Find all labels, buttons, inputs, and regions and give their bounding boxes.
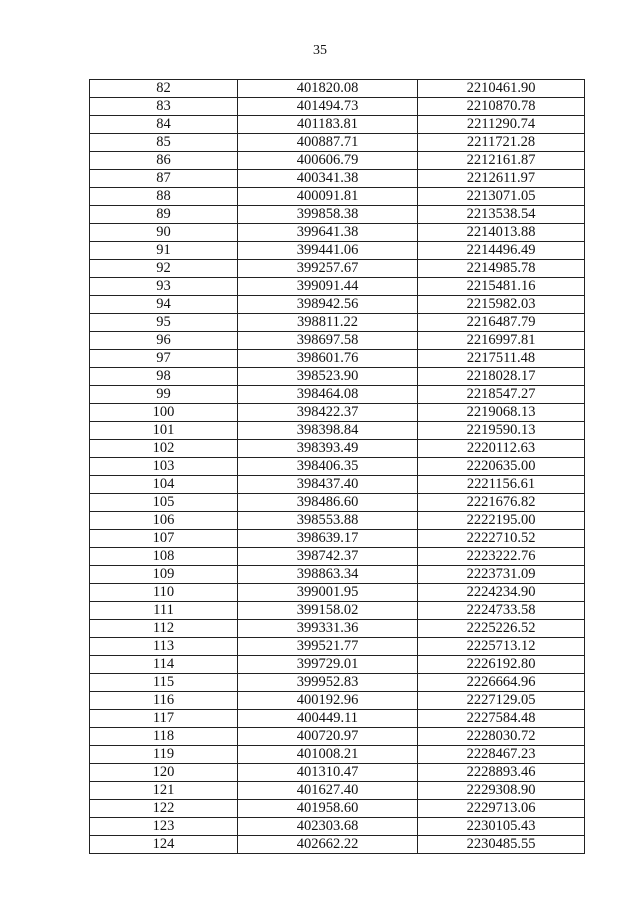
x-coordinate-cell: 398601.76 <box>238 350 418 368</box>
y-coordinate-cell: 2223222.76 <box>418 548 585 566</box>
x-coordinate-cell: 399441.06 <box>238 242 418 260</box>
y-coordinate-cell: 2229308.90 <box>418 782 585 800</box>
y-coordinate-cell: 2217511.48 <box>418 350 585 368</box>
table-row <box>90 224 585 242</box>
y-coordinate-cell: 2226664.96 <box>418 674 585 692</box>
table-row <box>90 278 585 296</box>
x-coordinate-cell: 399257.67 <box>238 260 418 278</box>
coordinates-table-body <box>90 80 585 854</box>
x-coordinate-cell: 399952.83 <box>238 674 418 692</box>
table-row <box>90 548 585 566</box>
y-coordinate-cell: 2227584.48 <box>418 710 585 728</box>
table-row <box>90 80 585 98</box>
x-coordinate-cell: 401310.47 <box>238 764 418 782</box>
y-coordinate-cell: 2220112.63 <box>418 440 585 458</box>
y-coordinate-cell: 2225713.12 <box>418 638 585 656</box>
table-row <box>90 242 585 260</box>
y-coordinate-cell: 2223731.09 <box>418 566 585 584</box>
table-row <box>90 674 585 692</box>
point-number-cell: 120 <box>90 764 238 782</box>
x-coordinate-cell: 398639.17 <box>238 530 418 548</box>
table-row <box>90 170 585 188</box>
point-number-cell: 100 <box>90 404 238 422</box>
y-coordinate-cell: 2216997.81 <box>418 332 585 350</box>
point-number-cell: 105 <box>90 494 238 512</box>
y-coordinate-cell: 2224234.90 <box>418 584 585 602</box>
x-coordinate-cell: 398523.90 <box>238 368 418 386</box>
x-coordinate-cell: 400720.97 <box>238 728 418 746</box>
x-coordinate-cell: 399158.02 <box>238 602 418 620</box>
point-number-cell: 108 <box>90 548 238 566</box>
y-coordinate-cell: 2210870.78 <box>418 98 585 116</box>
point-number-cell: 116 <box>90 692 238 710</box>
point-number-cell: 104 <box>90 476 238 494</box>
table-row <box>90 134 585 152</box>
point-number-cell: 90 <box>90 224 238 242</box>
point-number-cell: 117 <box>90 710 238 728</box>
table-row <box>90 422 585 440</box>
table-row <box>90 116 585 134</box>
y-coordinate-cell: 2221156.61 <box>418 476 585 494</box>
point-number-cell: 107 <box>90 530 238 548</box>
x-coordinate-cell: 400341.38 <box>238 170 418 188</box>
y-coordinate-cell: 2212161.87 <box>418 152 585 170</box>
point-number-cell: 92 <box>90 260 238 278</box>
point-number-cell: 93 <box>90 278 238 296</box>
x-coordinate-cell: 398811.22 <box>238 314 418 332</box>
point-number-cell: 84 <box>90 116 238 134</box>
table-row <box>90 152 585 170</box>
x-coordinate-cell: 399641.38 <box>238 224 418 242</box>
y-coordinate-cell: 2214496.49 <box>418 242 585 260</box>
x-coordinate-cell: 401627.40 <box>238 782 418 800</box>
table-row <box>90 800 585 818</box>
table-row <box>90 98 585 116</box>
y-coordinate-cell: 2224733.58 <box>418 602 585 620</box>
y-coordinate-cell: 2226192.80 <box>418 656 585 674</box>
point-number-cell: 82 <box>90 80 238 98</box>
table-row <box>90 458 585 476</box>
y-coordinate-cell: 2222710.52 <box>418 530 585 548</box>
table-row <box>90 332 585 350</box>
point-number-cell: 103 <box>90 458 238 476</box>
x-coordinate-cell: 399331.36 <box>238 620 418 638</box>
y-coordinate-cell: 2228893.46 <box>418 764 585 782</box>
x-coordinate-cell: 398437.40 <box>238 476 418 494</box>
y-coordinate-cell: 2211721.28 <box>418 134 585 152</box>
point-number-cell: 118 <box>90 728 238 746</box>
page-number: 35 <box>313 43 327 58</box>
x-coordinate-cell: 399001.95 <box>238 584 418 602</box>
point-number-cell: 122 <box>90 800 238 818</box>
x-coordinate-cell: 401494.73 <box>238 98 418 116</box>
y-coordinate-cell: 2214985.78 <box>418 260 585 278</box>
x-coordinate-cell: 402662.22 <box>238 836 418 854</box>
table-row <box>90 440 585 458</box>
table-row <box>90 188 585 206</box>
point-number-cell: 95 <box>90 314 238 332</box>
point-number-cell: 121 <box>90 782 238 800</box>
y-coordinate-cell: 2213071.05 <box>418 188 585 206</box>
point-number-cell: 110 <box>90 584 238 602</box>
x-coordinate-cell: 398863.34 <box>238 566 418 584</box>
point-number-cell: 111 <box>90 602 238 620</box>
table-row <box>90 566 585 584</box>
y-coordinate-cell: 2218028.17 <box>418 368 585 386</box>
table-row <box>90 404 585 422</box>
x-coordinate-cell: 398464.08 <box>238 386 418 404</box>
y-coordinate-cell: 2213538.54 <box>418 206 585 224</box>
point-number-cell: 102 <box>90 440 238 458</box>
point-number-cell: 123 <box>90 818 238 836</box>
point-number-cell: 91 <box>90 242 238 260</box>
x-coordinate-cell: 398942.56 <box>238 296 418 314</box>
table-row <box>90 836 585 854</box>
table-row <box>90 350 585 368</box>
table-row <box>90 476 585 494</box>
y-coordinate-cell: 2227129.05 <box>418 692 585 710</box>
y-coordinate-cell: 2212611.97 <box>418 170 585 188</box>
point-number-cell: 96 <box>90 332 238 350</box>
point-number-cell: 99 <box>90 386 238 404</box>
point-number-cell: 115 <box>90 674 238 692</box>
y-coordinate-cell: 2229713.06 <box>418 800 585 818</box>
table-row <box>90 512 585 530</box>
point-number-cell: 101 <box>90 422 238 440</box>
y-coordinate-cell: 2216487.79 <box>418 314 585 332</box>
x-coordinate-cell: 401008.21 <box>238 746 418 764</box>
table-row <box>90 296 585 314</box>
x-coordinate-cell: 398697.58 <box>238 332 418 350</box>
table-row <box>90 764 585 782</box>
point-number-cell: 85 <box>90 134 238 152</box>
table-row <box>90 584 585 602</box>
table-row <box>90 386 585 404</box>
table-row <box>90 530 585 548</box>
point-number-cell: 86 <box>90 152 238 170</box>
table-row <box>90 692 585 710</box>
table-row <box>90 602 585 620</box>
y-coordinate-cell: 2221676.82 <box>418 494 585 512</box>
table-row <box>90 206 585 224</box>
x-coordinate-cell: 399729.01 <box>238 656 418 674</box>
y-coordinate-cell: 2230485.55 <box>418 836 585 854</box>
x-coordinate-cell: 401820.08 <box>238 80 418 98</box>
point-number-cell: 94 <box>90 296 238 314</box>
x-coordinate-cell: 399091.44 <box>238 278 418 296</box>
y-coordinate-cell: 2219590.13 <box>418 422 585 440</box>
point-number-cell: 114 <box>90 656 238 674</box>
x-coordinate-cell: 398393.49 <box>238 440 418 458</box>
table-row <box>90 728 585 746</box>
x-coordinate-cell: 400887.71 <box>238 134 418 152</box>
point-number-cell: 112 <box>90 620 238 638</box>
y-coordinate-cell: 2222195.00 <box>418 512 585 530</box>
x-coordinate-cell: 401183.81 <box>238 116 418 134</box>
table-row <box>90 710 585 728</box>
point-number-cell: 98 <box>90 368 238 386</box>
y-coordinate-cell: 2218547.27 <box>418 386 585 404</box>
x-coordinate-cell: 398422.37 <box>238 404 418 422</box>
x-coordinate-cell: 399521.77 <box>238 638 418 656</box>
table-row <box>90 818 585 836</box>
y-coordinate-cell: 2215982.03 <box>418 296 585 314</box>
y-coordinate-cell: 2220635.00 <box>418 458 585 476</box>
x-coordinate-cell: 398406.35 <box>238 458 418 476</box>
table-row <box>90 782 585 800</box>
table-row <box>90 638 585 656</box>
table-row <box>90 620 585 638</box>
table-row <box>90 368 585 386</box>
point-number-cell: 87 <box>90 170 238 188</box>
x-coordinate-cell: 400091.81 <box>238 188 418 206</box>
table-row <box>90 746 585 764</box>
x-coordinate-cell: 399858.38 <box>238 206 418 224</box>
point-number-cell: 124 <box>90 836 238 854</box>
point-number-cell: 97 <box>90 350 238 368</box>
table-row <box>90 656 585 674</box>
x-coordinate-cell: 400192.96 <box>238 692 418 710</box>
y-coordinate-cell: 2228030.72 <box>418 728 585 746</box>
y-coordinate-cell: 2214013.88 <box>418 224 585 242</box>
y-coordinate-cell: 2228467.23 <box>418 746 585 764</box>
y-coordinate-cell: 2230105.43 <box>418 818 585 836</box>
y-coordinate-cell: 2219068.13 <box>418 404 585 422</box>
x-coordinate-cell: 398486.60 <box>238 494 418 512</box>
point-number-cell: 83 <box>90 98 238 116</box>
point-number-cell: 106 <box>90 512 238 530</box>
x-coordinate-cell: 398553.88 <box>238 512 418 530</box>
x-coordinate-cell: 400449.11 <box>238 710 418 728</box>
table-row <box>90 314 585 332</box>
point-number-cell: 88 <box>90 188 238 206</box>
x-coordinate-cell: 398398.84 <box>238 422 418 440</box>
point-number-cell: 113 <box>90 638 238 656</box>
coordinates-table <box>89 79 585 854</box>
y-coordinate-cell: 2210461.90 <box>418 80 585 98</box>
point-number-cell: 89 <box>90 206 238 224</box>
x-coordinate-cell: 402303.68 <box>238 818 418 836</box>
y-coordinate-cell: 2215481.16 <box>418 278 585 296</box>
table-row <box>90 494 585 512</box>
point-number-cell: 109 <box>90 566 238 584</box>
x-coordinate-cell: 398742.37 <box>238 548 418 566</box>
y-coordinate-cell: 2225226.52 <box>418 620 585 638</box>
point-number-cell: 119 <box>90 746 238 764</box>
y-coordinate-cell: 2211290.74 <box>418 116 585 134</box>
x-coordinate-cell: 400606.79 <box>238 152 418 170</box>
x-coordinate-cell: 401958.60 <box>238 800 418 818</box>
table-row <box>90 260 585 278</box>
